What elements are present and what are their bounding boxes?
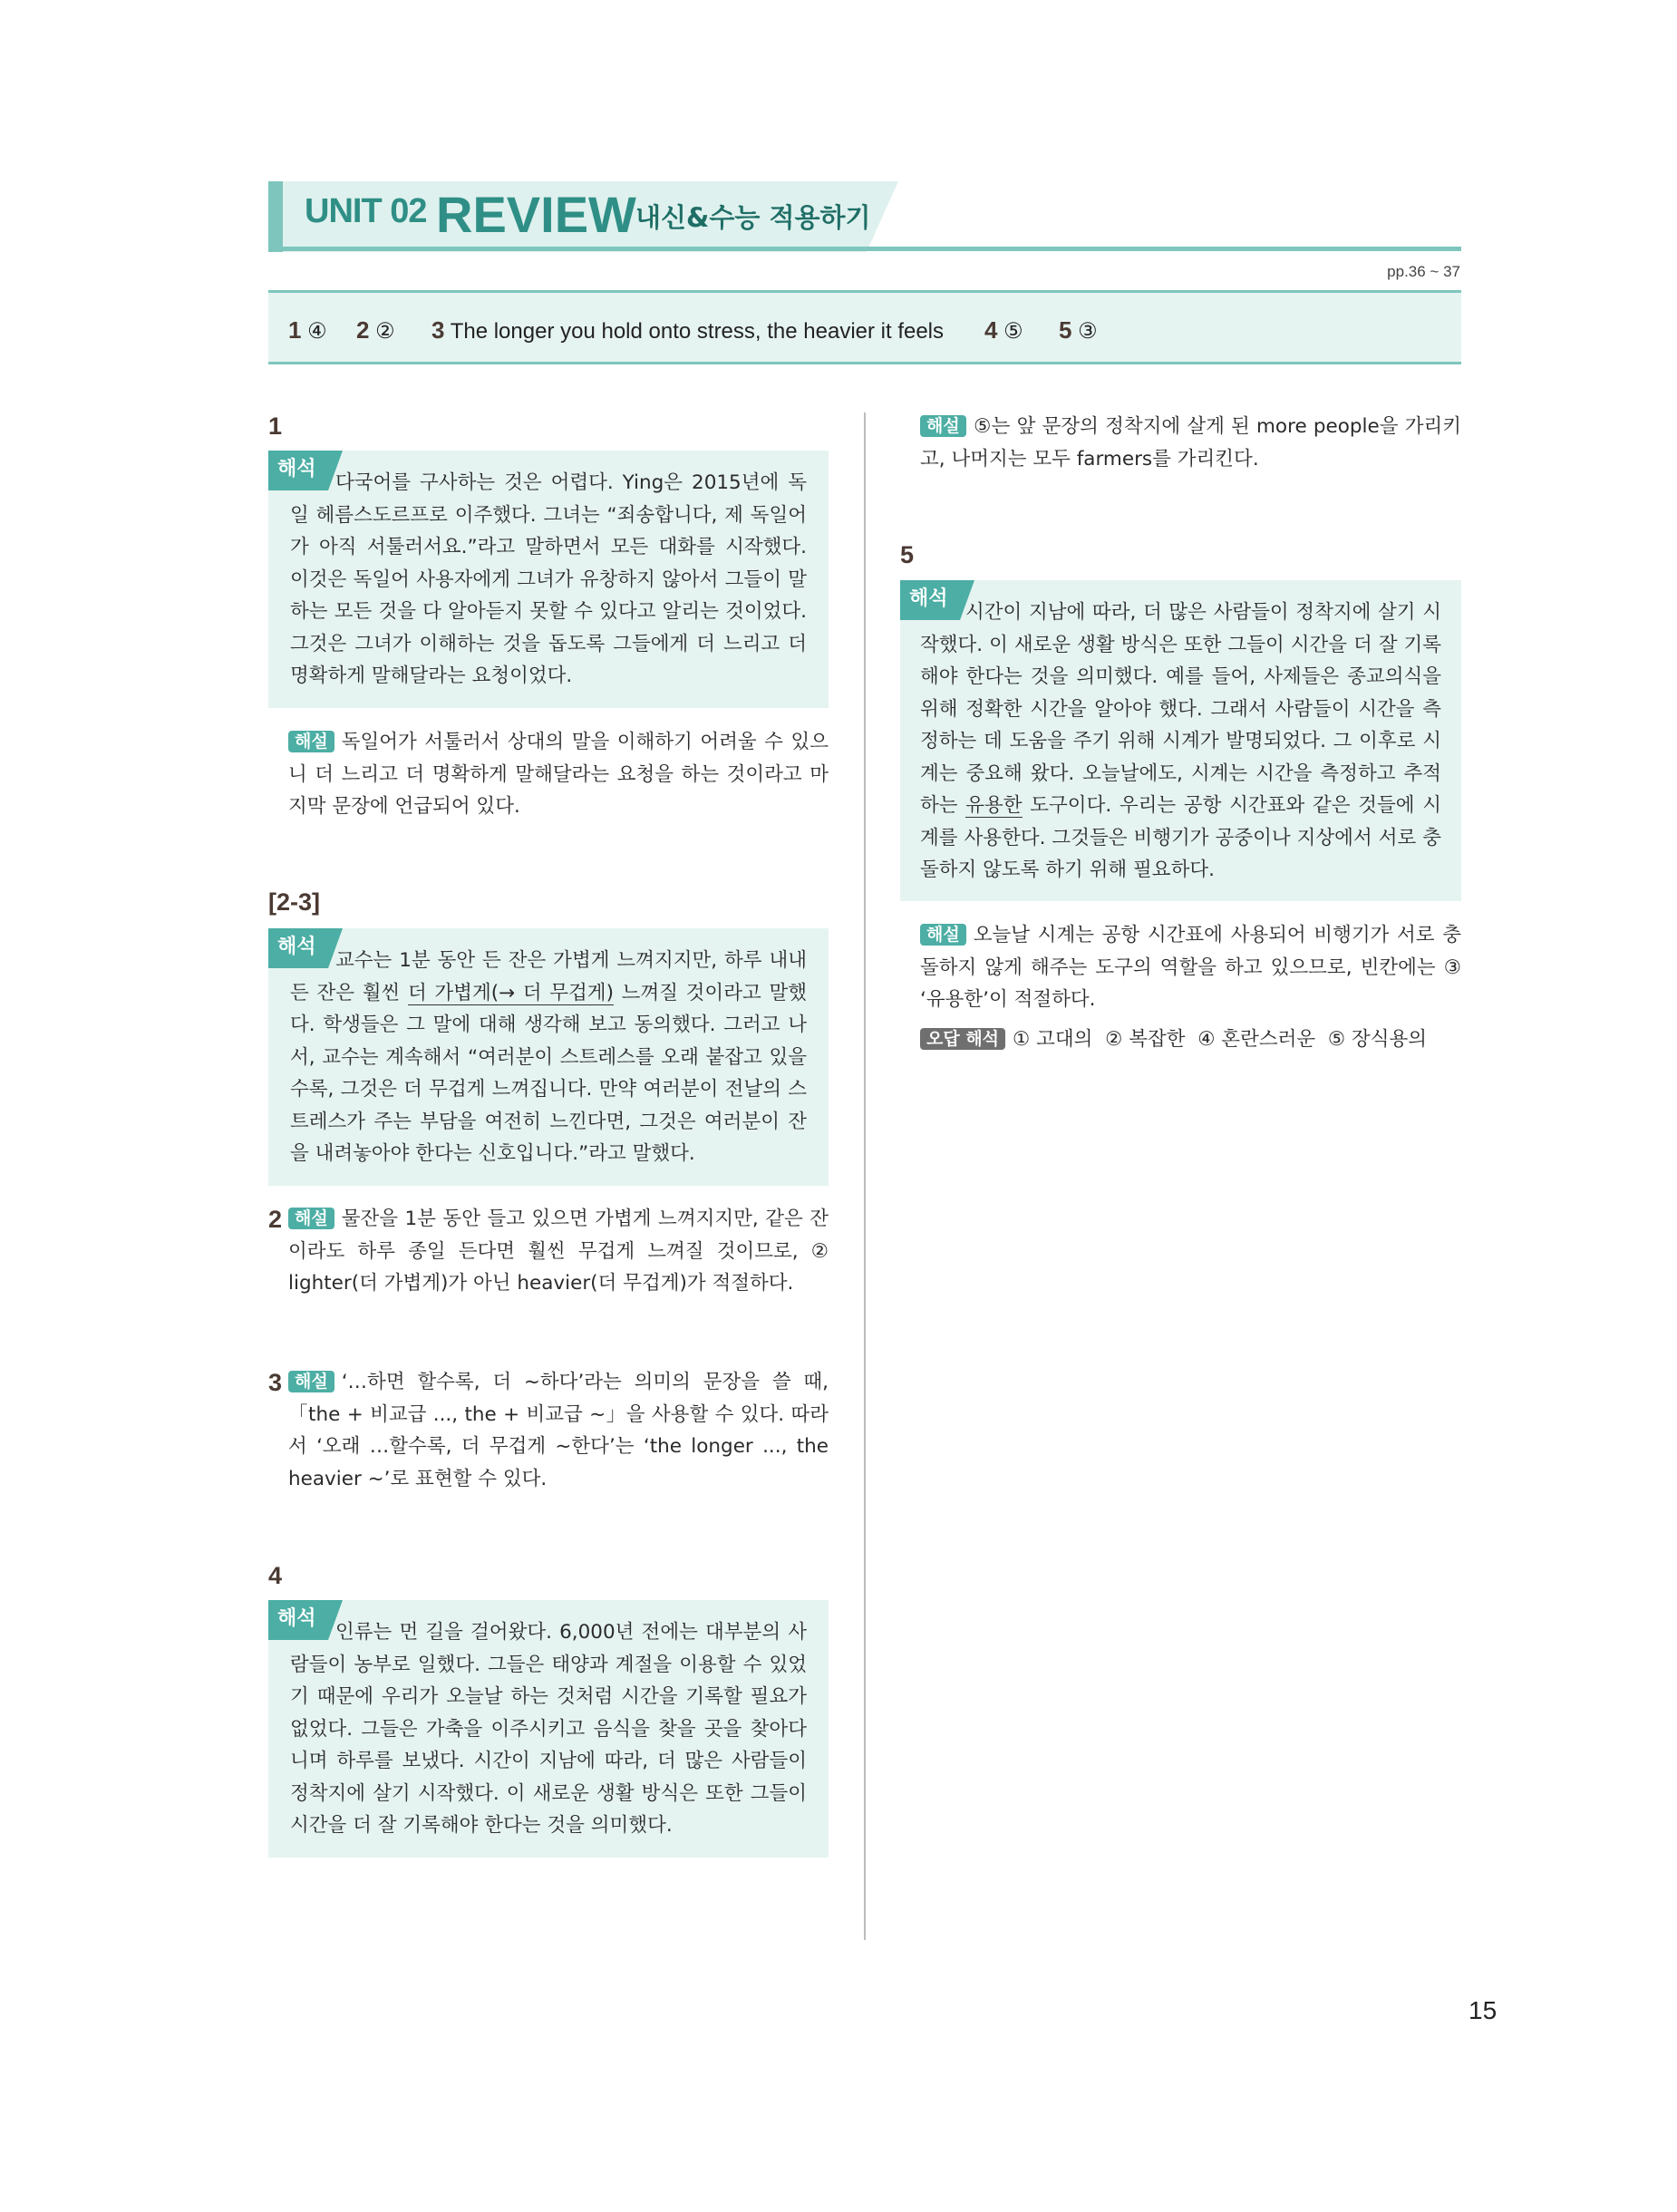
underlined-phrase: 더 가볍게(→ 더 무겁게) bbox=[407, 981, 614, 1004]
translation-text: 다국어를 구사하는 것은 어렵다. Ying은 2015년에 독일 헤름스도르프로 이주했다. 그녀는 “죄송합니다, 제 독일어가 아직 서툴러서요.”라고 말하면서 모든 대화를 시작했다. 이것은 독일어 사용자에게 그녀가 유창하지 않아서 그들이 말하는 모든 것을 다 알아듣지 못할 수 있다고 알리는 것이었다. 그것은 그녀가 이해하는 것을 돕도록 그들에게 더 느리고 더 명확하게 말해달라는 요청이었다. bbox=[290, 471, 807, 687]
translation-tag-label: 해석 bbox=[909, 587, 948, 610]
answer-item: 5 ③ bbox=[1059, 316, 1098, 344]
page-range: pp.36 ~ 37 bbox=[1387, 263, 1460, 280]
explanation-tag: 해설 bbox=[288, 1208, 334, 1229]
underlined-phrase: 유용한 bbox=[965, 794, 1023, 817]
translation-box bbox=[268, 928, 829, 1186]
answer-item: 1 ④ bbox=[288, 316, 327, 344]
translation-text: 인류는 먼 길을 걸어왔다. 6,000년 전에는 대부분의 사람들이 농부로 일했다. 그들은 태양과 계절을 이용할 수 있었기 때문에 우리가 오늘날 하는 것처럼 시간을 기록할 필요가 없었다. 그들은 가축을 이주시키고 음식을 찾을 곳을 찾아다니며 하루를 보냈다. 시간이 지남에 따라, 더 많은 사람들이 정착지에 살기 시작했다. 이 새로운 생활 방식은 또한 그들이 시간을 더 잘 기록해야 한다는 것을 의미했다. bbox=[290, 1621, 807, 1837]
section-subtitle: 내신&수능 적용하기 bbox=[635, 202, 871, 233]
question-number: 3 bbox=[268, 1369, 283, 1396]
column-divider bbox=[864, 412, 866, 1940]
explanation-tag: 해설 bbox=[920, 415, 966, 437]
question-number: 4 bbox=[268, 1562, 283, 1589]
title-underline bbox=[268, 247, 1461, 251]
unit-label: UNIT 02 bbox=[305, 192, 427, 230]
translation-tag-label: 해석 bbox=[277, 936, 316, 958]
explanation-text: 해설 오늘날 시계는 공항 시간표에 사용되어 비행기가 서로 충돌하지 않게 해주는 도구의 역할을 하고 있으므로, 빈칸에는 ③ ‘유용한’이 적절하다. bbox=[920, 924, 1461, 1011]
unit-title-banner bbox=[268, 181, 898, 254]
translation-box bbox=[900, 580, 1461, 901]
question-number: 5 bbox=[900, 541, 915, 568]
explanation-text: 해설 ‘…하면 할수록, 더 ~하다’라는 의미의 문장을 쓸 때, 「the + 비교급 ..., the + 비교급 ~」을 사용할 수 있다. 따라서 ‘오래 …할수록, 더 무겁게 ~한다’는 ‘the longer ..., the heavier ~’로 표현할 수 있다. bbox=[288, 1371, 829, 1490]
translation-tag-label: 해석 bbox=[277, 458, 316, 480]
answer-item: 3 The longer you hold onto stress, the heavier it feels bbox=[431, 316, 945, 344]
explanation-text: 해설 독일어가 서툴러서 상대의 말을 이해하기 어려울 수 있으니 더 느리고 더 명확하게 말해달라는 요청을 하는 것이라고 마지막 문장에 언급되어 있다. bbox=[288, 731, 829, 818]
wrong-answer-text: 오답 해석 ① 고대의 ② 복잡한 ④ 혼란스러운 ⑤ 장식용의 bbox=[920, 1024, 1461, 1056]
explanation-tag: 해설 bbox=[288, 731, 334, 752]
answer-key-box bbox=[268, 290, 1461, 364]
translation-text: 교수는 1분 동안 든 잔은 가볍게 느껴지지만, 하루 내내 든 잔은 훨씬 더 가볍게(→ 더 무겁게) 느껴질 것이라고 말했다. 학생들은 그 말에 대해 생각해 보고 동의했다. 그러고 나서, 교수는 계속해서 “여러분이 스트레스를 오래 붙잡고 있을수록, 그것은 더 무겁게 느껴집니다. 만약 여러분이 전날의 스트레스가 주는 부담을 여전히 느낀다면, 그것은 여러분이 잔을 내려놓아야 한다는 신호입니다.”라고 말했다. bbox=[290, 949, 807, 1165]
explanation-tag: 해설 bbox=[288, 1371, 334, 1392]
translation-box bbox=[268, 1600, 829, 1858]
page-number: 15 bbox=[1469, 1996, 1498, 2024]
question-number: 1 bbox=[268, 412, 283, 440]
question-number: 2 bbox=[268, 1206, 283, 1233]
answer-item: 2 ② bbox=[356, 316, 395, 344]
explanation-text: 해설 ⑤는 앞 문장의 정착지에 살게 된 more people을 가리키고, 나머지는 모두 farmers를 가리킨다. bbox=[920, 415, 1461, 471]
explanation-text: 해설 물잔을 1분 동안 들고 있으면 가볍게 느껴지지만, 같은 잔이라도 하루 종일 든다면 훨씬 무겁게 느껴질 것이므로, ② lighter(더 가볍게)가 아닌 heavier(더 무겁게)가 적절하다. bbox=[288, 1208, 829, 1295]
translation-box bbox=[268, 451, 829, 708]
translation-tag-label: 해석 bbox=[277, 1607, 316, 1630]
review-heading: REVIEW bbox=[436, 186, 636, 243]
question-number: [2-3] bbox=[268, 888, 321, 916]
translation-text: 시간이 지남에 따라, 더 많은 사람들이 정착지에 살기 시작했다. 이 새로운 생활 방식은 또한 그들이 시간을 더 잘 기록해야 한다는 것을 의미했다. 예를 들어, 사제들은 종교의식을 위해 정확한 시간을 알아야 했다. 그래서 사람들이 시간을 측정하는 데 도움을 주기 위해 시계가 발명되었다. 그 이후로 시계는 중요해 왔다. 오늘날에도, 시계는 시간을 측정하고 추적하는 유용한 도구이다. 우리는 공항 시간표와 같은 것들에 시계를 사용한다. 그것들은 비행기가 공중이나 지상에서 서로 충돌하지 않도록 하기 위해 필요하다. bbox=[920, 601, 1441, 881]
answer-item: 4 ⑤ bbox=[984, 316, 1023, 344]
explanation-tag: 해설 bbox=[920, 924, 966, 946]
wrong-answer-tag: 오답 해석 bbox=[920, 1028, 1005, 1050]
